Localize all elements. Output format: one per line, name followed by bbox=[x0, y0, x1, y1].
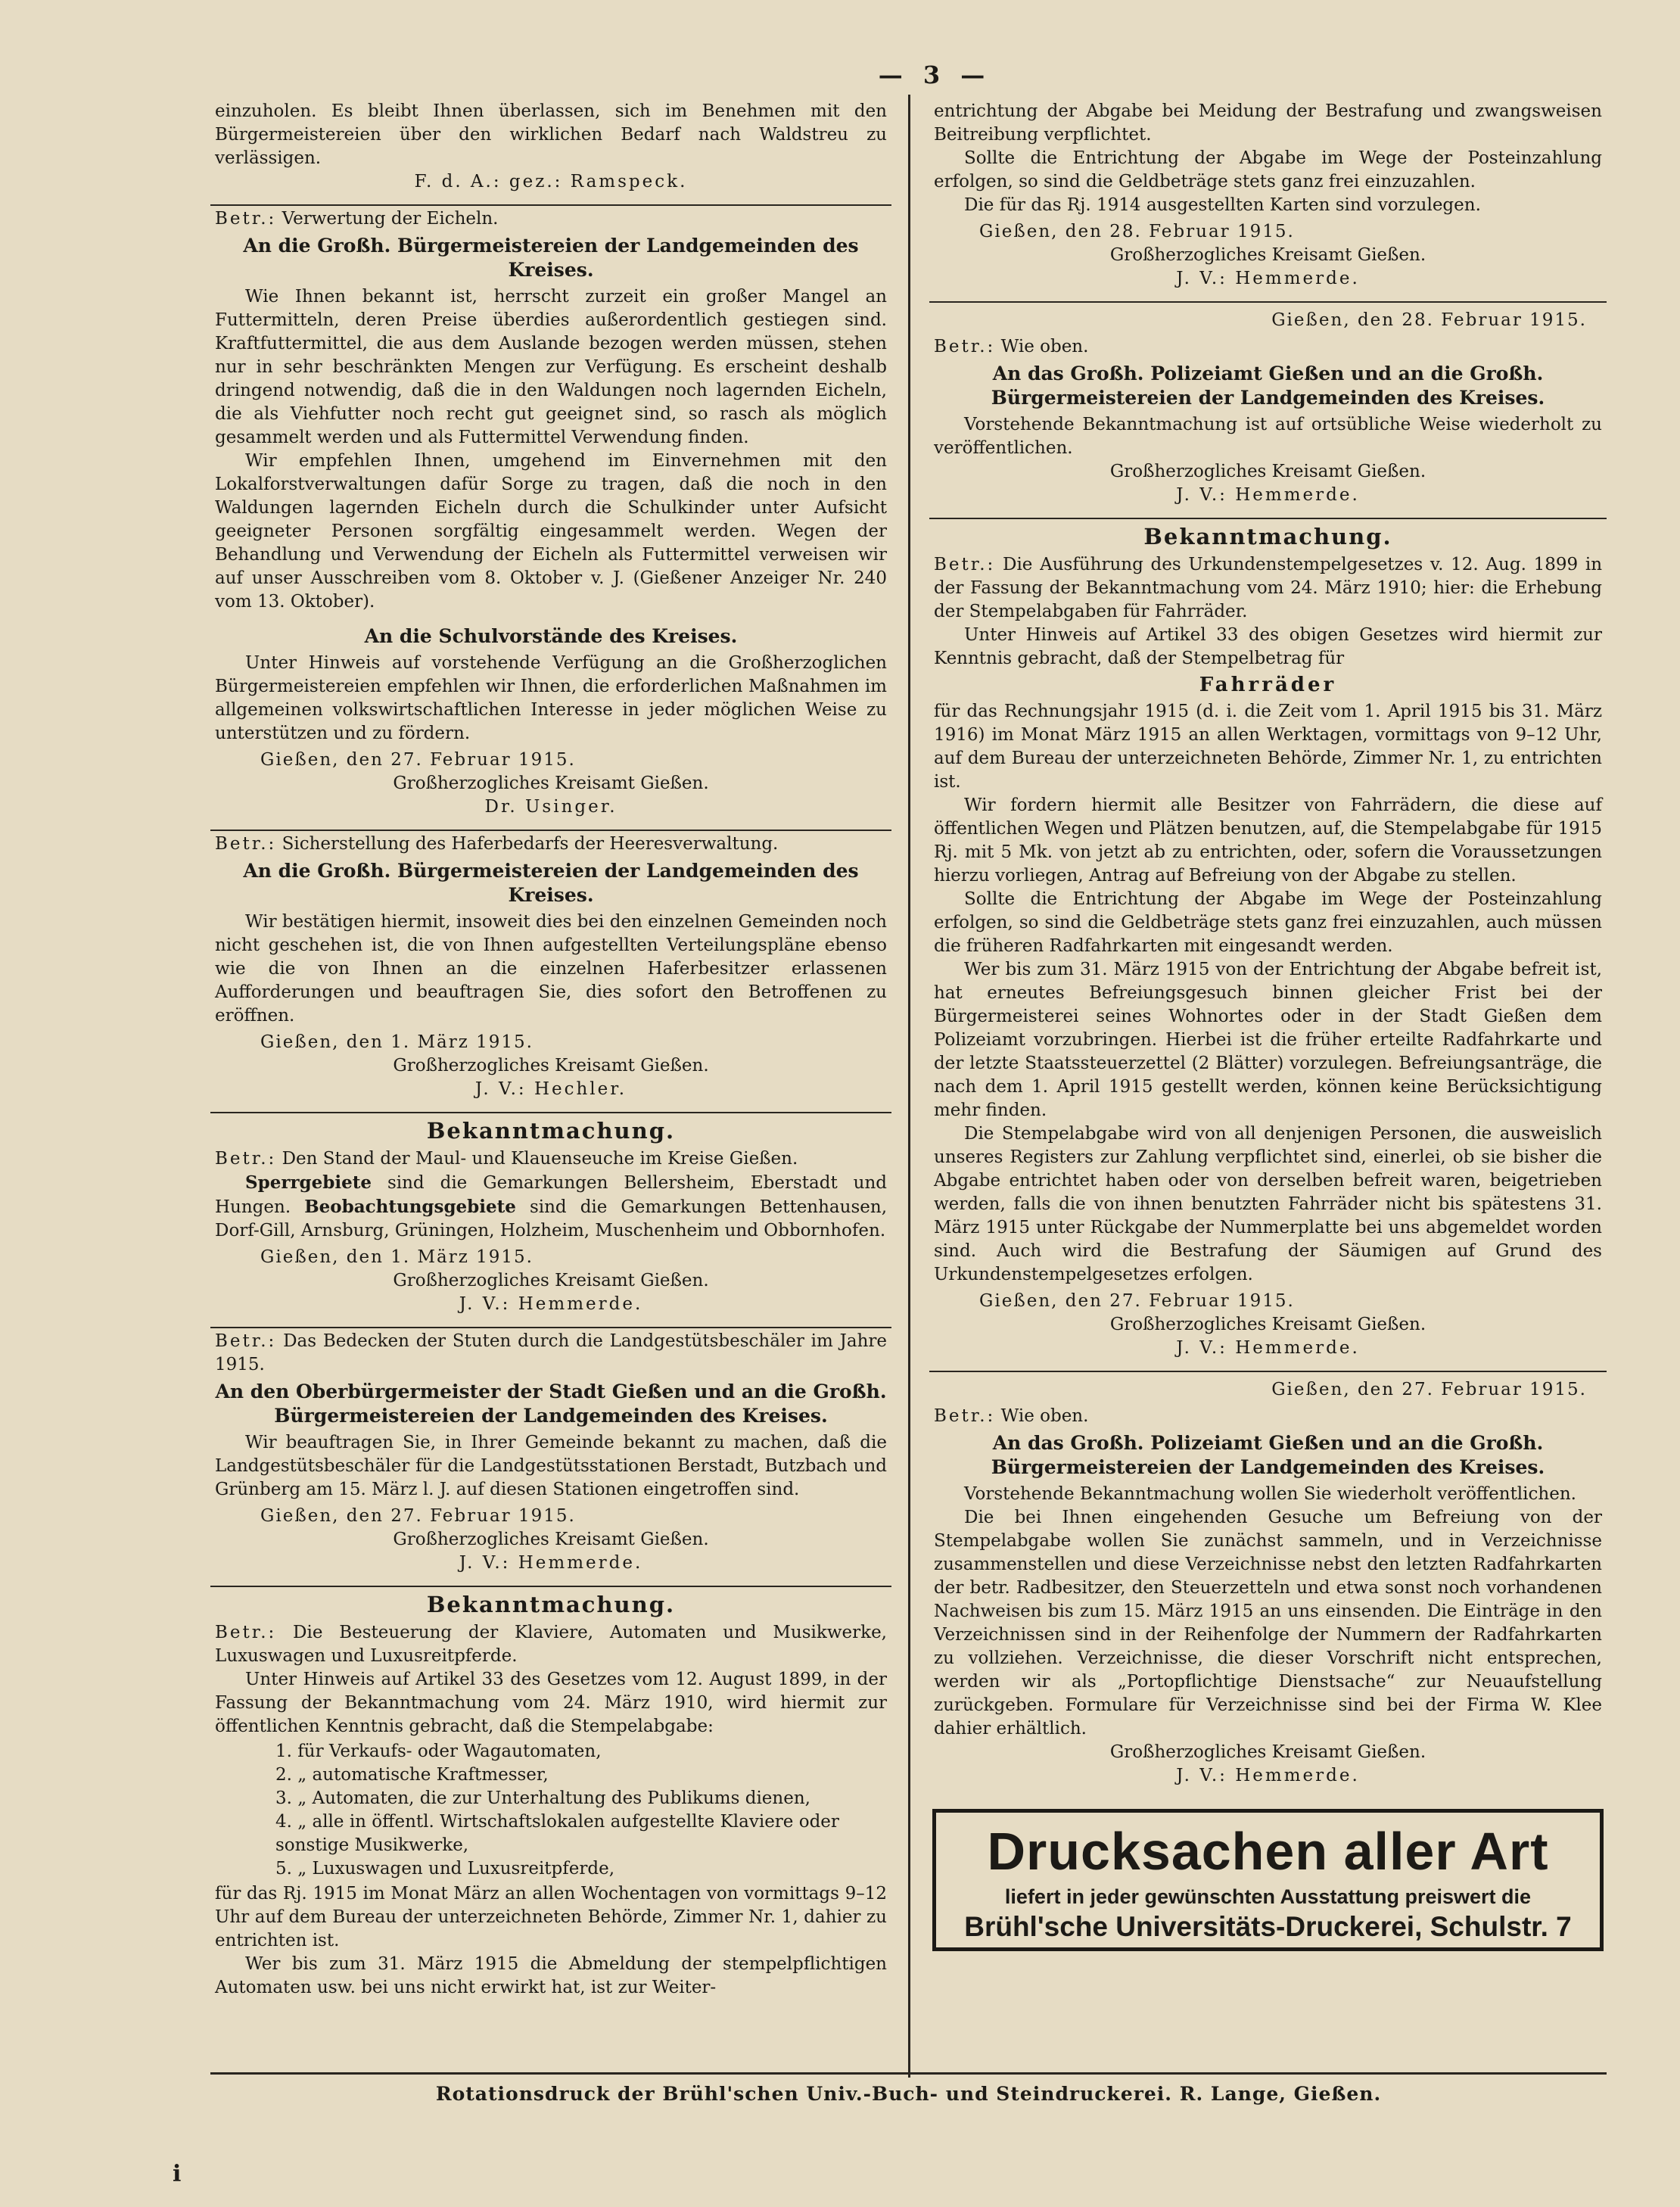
dateline: Gießen, den 1. März 1915. bbox=[260, 1247, 534, 1267]
list-item: 2. „ automatische Kraftmesser, bbox=[275, 1765, 549, 1785]
paragraph: Wir fordern hiermit alle Besitzer von Fahrrädern, die diese auf öffentlichen Wegen und Plätzen benutzen, auf, die Stempelabgabe für 1915 Rj. mit 5 Mk. von jetzt ab zu entrichten, oder, sofern die Voraussetzungen hierzu vorliegen, Antrag auf Befreiung von der Abgabe zu stellen. bbox=[934, 795, 1602, 886]
footer-rule bbox=[210, 2072, 1607, 2075]
betr-label: Betr.: bbox=[215, 209, 277, 229]
paragraph: Wer bis zum 31. März 1915 die Abmeldung der stempelpflichtigen Automaten usw. bei uns nicht erwirkt hat, ist zur Weiter- bbox=[215, 1954, 887, 1997]
signer: J. V.: Hemmerde. bbox=[1176, 1766, 1360, 1785]
betr-subject: Die Besteuerung der Klaviere, Automaten und Musikwerke, Luxuswagen und Luxusreitpferde. bbox=[215, 1623, 887, 1666]
addressee: An die Schulvorstände des Kreises. bbox=[364, 625, 738, 647]
authority: Großherzogliches Kreisamt Gießen. bbox=[393, 1271, 709, 1290]
betr-subject: Das Bedecken der Stuten durch die Landgestütsbeschäler im Jahre 1915. bbox=[215, 1331, 887, 1374]
authority: Großherzogliches Kreisamt Gießen. bbox=[393, 774, 709, 793]
betr-label: Betr.: bbox=[215, 834, 277, 854]
notice-klaviere-continued bbox=[929, 98, 1607, 301]
betr-subject: Die Ausführung des Urkundenstempelgesetzes v. 12. Aug. 1899 in der Fassung der Bekanntmachung vom 24. März 1910; hier: die Erhebung der Stempelabgaben für Fahrräder. bbox=[934, 555, 1603, 621]
paragraph: Wir bestätigen hiermit, insoweit dies bei den einzelnen Gemeinden noch nicht geschehen ist, die von Ihnen aufgestellten Verteilungspläne ebenso wie die von Ihnen an die einzelnen Haferbesitzer erlassenen Aufforderungen und beauftragen Sie, dies sofort den Betroffenen zu eröffnen. bbox=[215, 912, 887, 1026]
signer: J. V.: Hemmerde. bbox=[1176, 269, 1360, 288]
dateline: Gießen, den 27. Februar 1915. bbox=[260, 1506, 576, 1526]
ad-subtitle: liefert in jeder gewünschten Ausstattung preiswert die bbox=[1004, 1885, 1532, 1908]
addressee: An den Oberbürgermeister der Stadt Gießen und an die Großh. Bürgermeistereien der Landgemeinden des Kreises. bbox=[215, 1381, 887, 1427]
paragraph: Unter Hinweis auf Artikel 33 des Gesetzes vom 12. August 1899, in der Fassung der Bekanntmachung vom 24. März 1910, wird hiermit zur öffentlichen Kenntnis gebracht, daß die Stempelabgabe: bbox=[215, 1670, 887, 1736]
signer: F. d. A.: gez.: Ramspeck. bbox=[414, 172, 688, 191]
sperrgebiete-label: Sperrgebiete bbox=[245, 1172, 372, 1193]
betr-subject: Den Stand der Maul- und Klauenseuche im Kreise Gießen. bbox=[282, 1149, 798, 1169]
authority: Großherzogliches Kreisamt Gießen. bbox=[393, 1056, 709, 1075]
paragraph: Wir empfehlen Ihnen, umgehend im Einvernehmen mit den Lokalforstverwaltungen dafür Sorge zu tragen, daß die noch in den Waldungen lagernden Eicheln durch die Schulkinder unter Aufsicht geeigneter Personen sorgfältig eingesammelt werden. Wegen der Behandlung und Verwendung der Eicheln als Futtermittel verweisen wir auf unser Ausschreiben vom 8. Oktober v. J. (Gießener Anzeiger Nr. 240 vom 13. Oktober). bbox=[215, 451, 887, 612]
notice-heading: Bekanntmachung. bbox=[1143, 524, 1392, 549]
signer: J. V.: Hemmerde. bbox=[459, 1553, 643, 1573]
dateline: Gießen, den 27. Februar 1915. bbox=[260, 750, 576, 770]
notice-maulseuche bbox=[210, 1112, 891, 1327]
betr-label: Betr.: bbox=[215, 1149, 277, 1169]
advertisement bbox=[932, 1809, 1604, 1951]
paragraph: Sollte die Entrichtung der Abgabe im Wege der Posteinzahlung erfolgen, so sind die Geldbeträge stets ganz frei einzuzahlen. bbox=[934, 148, 1602, 191]
paragraph: Vorstehende Bekanntmachung ist auf ortsübliche Weise wiederholt zu veröffentlichen. bbox=[934, 415, 1602, 458]
beobachtungsgebiete-label: Beobachtungsgebiete bbox=[304, 1197, 516, 1217]
paragraph: Die bei Ihnen eingehenden Gesuche um Befreiung von der Stempelabgabe wollen Sie zunächst sammeln, und in Verzeichnisse zusammenstellen und diese Verzeichnisse nebst den letzten Radfahrkarten der betr. Radbesitzer, den Steuerzetteln und etwa sonst noch vorhandenen Nachweisen bis zum 15. März 1915 an uns einsenden. Die Einträge in den Verzeichnissen sind in der Reihenfolge der Nummern der Radfahrkarten zu vollziehen. Verzeichnisse, die dieser Vorschrift nicht entsprechen, werden wir als „Portopflichtige Dienstsache“ zur Neuaufstellung zurückgeben. Formulare für Verzeichnisse sind bei der Firma W. Klee dahier erhältlich. bbox=[934, 1508, 1602, 1739]
betr-label: Betr.: bbox=[215, 1331, 277, 1351]
authority: Großherzogliches Kreisamt Gießen. bbox=[1109, 462, 1426, 481]
paragraph: Unter Hinweis auf vorstehende Verfügung an die Großherzoglichen Bürgermeistereien empfehlen wir Ihnen, die erforderlichen Maßnahmen im allgemeinen volkswirtschaftlichen Interesse in jeder möglichen Weise zu unterstützen und zu fördern. bbox=[215, 653, 887, 743]
notice-klaviere bbox=[210, 1586, 891, 2007]
signer: J. V.: Hemmerde. bbox=[459, 1294, 643, 1314]
dateline: Gießen, den 27. Februar 1915. bbox=[1271, 1380, 1587, 1399]
betr-label: Betr.: bbox=[934, 555, 996, 574]
addressee: An das Großh. Polizeiamt Gießen und an die Großh. Bürgermeistereien der Landgemeinden des Kreises. bbox=[991, 363, 1545, 409]
stray-mark: i bbox=[173, 2161, 182, 2187]
authority: Großherzogliches Kreisamt Gießen. bbox=[1109, 245, 1426, 265]
betr-subject: Wie oben. bbox=[1000, 1406, 1089, 1426]
betr-label: Betr.: bbox=[934, 337, 996, 356]
right-column bbox=[929, 98, 1607, 2066]
ad-firm: Brühl'sche Universitäts-Druckerei, Schulstr. 7 bbox=[964, 1911, 1572, 1942]
addressee: An das Großh. Polizeiamt Gießen und an die Großh. Bürgermeistereien der Landgemeinden des Kreises. bbox=[991, 1432, 1545, 1478]
notice-fahrraeder bbox=[929, 518, 1607, 1371]
item-list bbox=[275, 1740, 887, 1881]
dateline: Gießen, den 27. Februar 1915. bbox=[979, 1291, 1295, 1311]
notice-eicheln bbox=[210, 204, 891, 830]
notice-wie-oben-2 bbox=[929, 1371, 1607, 1798]
paragraph: Wie Ihnen bekannt ist, herrscht zurzeit ein großer Mangel an Futtermitteln, deren Preise überdies außerordentlich gestiegen sind. Kraftfuttermittel, die aus dem Auslande bezogen werden müssen, stehen nur in sehr beschränkten Mengen zur Verfügung. Es erscheint deshalb dringend notwendig, daß die in den Waldungen noch lagernden Eicheln, die als Viehfutter noch recht gut geeignet sind, so rasch als möglich gesammelt werden und als Futtermittel Verwendung finden. bbox=[215, 287, 887, 447]
betr-label: Betr.: bbox=[215, 1623, 277, 1642]
authority: Großherzogliches Kreisamt Gießen. bbox=[1109, 1742, 1426, 1762]
notice-waldstreu-end bbox=[210, 98, 891, 204]
page-number: — 3 — bbox=[878, 61, 991, 89]
signer: J. V.: Hemmerde. bbox=[1176, 485, 1360, 505]
list-item: 3. „ Automaten, die zur Unterhaltung des Publikums dienen, bbox=[275, 1788, 810, 1808]
list-item: 1. für Verkaufs- oder Wagautomaten, bbox=[275, 1742, 602, 1761]
dateline: Gießen, den 28. Februar 1915. bbox=[979, 222, 1295, 241]
signer: Dr. Usinger. bbox=[484, 797, 618, 817]
paragraph: Die für das Rj. 1914 ausgestellten Karten sind vorzulegen. bbox=[964, 195, 1481, 215]
betr-subject: Sicherstellung des Haferbedarfs der Heeresverwaltung. bbox=[282, 834, 779, 854]
notice-wie-oben-1 bbox=[929, 301, 1607, 518]
paragraph: einzuholen. Es bleibt Ihnen überlassen, sich im Benehmen mit den Bürgermeistereien über den wirklichen Bedarf nach Waldstreu zu verlässigen. bbox=[215, 101, 887, 168]
list-item: 4. „ alle in öffentl. Wirtschaftslokalen aufgestellte Klaviere oder sonstige Musikwerke, bbox=[275, 1812, 839, 1855]
subheading: Fahrräder bbox=[1199, 674, 1337, 696]
paragraph: Vorstehende Bekanntmachung wollen Sie wiederholt veröffentlichen. bbox=[964, 1484, 1576, 1504]
notice-heading: Bekanntmachung. bbox=[426, 1592, 676, 1617]
left-column bbox=[210, 98, 891, 2066]
signer: J. V.: Hemmerde. bbox=[1176, 1338, 1360, 1358]
printer-imprint: Rotationsdruck der Brühl'schen Univ.-Buch- und Steindruckerei. R. Lange, Gießen. bbox=[435, 2083, 1382, 2105]
authority: Großherzogliches Kreisamt Gießen. bbox=[393, 1530, 709, 1549]
paragraph: für das Rechnungsjahr 1915 (d. i. die Zeit vom 1. April 1915 bis 31. März 1916) im Monat März 1915 an allen Werktagen, vormittags von 9–12 Uhr, auf dem Bureau der unterzeichneten Behörde, Zimmer Nr. 1, zu entrichten ist. bbox=[934, 702, 1602, 792]
sperrgebiete-text: sind die Gemarkungen Bellersheim, Eberstadt und Hungen. bbox=[215, 1173, 887, 1217]
ad-title: Drucksachen aller Art bbox=[987, 1822, 1549, 1881]
paragraph: Unter Hinweis auf Artikel 33 des obigen Gesetzes wird hiermit zur Kenntnis gebracht, daß der Stempelbetrag für bbox=[934, 625, 1602, 668]
notice-heading: Bekanntmachung. bbox=[426, 1118, 676, 1144]
notice-stuten bbox=[210, 1327, 891, 1586]
betr-label: Betr.: bbox=[934, 1406, 996, 1426]
paragraph: Die Stempelabgabe wird von all denjenigen Personen, die ausweislich unseres Registers zur Zahlung verpflichtet sind, einerlei, ob sie bisher die Abgabe entrichtet haben oder von derselben befreit waren, beigetrieben werden, falls die von ihnen benutzten Fahrräder nicht bis spätestens 31. März 1915 unter Rückgabe der Nummerplatte bei uns abgemeldet worden sind. Auch wird die Bestrafung der Säumigen auf Grund des Urkundenstempelgesetzes erfolgen. bbox=[934, 1124, 1602, 1284]
dateline: Gießen, den 1. März 1915. bbox=[260, 1032, 534, 1052]
betr-subject: Wie oben. bbox=[1000, 337, 1089, 356]
authority: Großherzogliches Kreisamt Gießen. bbox=[1109, 1315, 1426, 1334]
column-divider bbox=[908, 95, 910, 2078]
list-item: 5. „ Luxuswagen und Luxusreitpferde, bbox=[275, 1859, 615, 1879]
addressee: An die Großh. Bürgermeistereien der Landgemeinden des Kreises. bbox=[243, 860, 859, 906]
notice-haferbedarf bbox=[210, 830, 891, 1112]
betr-subject: Verwertung der Eicheln. bbox=[282, 209, 499, 229]
signer: J. V.: Hechler. bbox=[474, 1079, 627, 1099]
dateline: Gießen, den 28. Februar 1915. bbox=[1271, 310, 1587, 330]
addressee: An die Großh. Bürgermeistereien der Landgemeinden des Kreises. bbox=[243, 235, 859, 281]
paragraph: Wir beauftragen Sie, in Ihrer Gemeinde bekannt zu machen, daß die Landgestütsbeschäler für die Landgestütsstationen Berstadt, Butzbach und Grünberg am 15. März l. J. auf diesen Stationen eingetroffen sind. bbox=[215, 1433, 887, 1499]
paragraph: für das Rj. 1915 im Monat März an allen Wochentagen von vormittags 9–12 Uhr auf dem Bureau der unterzeichneten Behörde, Zimmer Nr. 1, dahier zu entrichten ist. bbox=[215, 1884, 887, 1950]
paragraph: Sollte die Entrichtung der Abgabe im Wege der Posteinzahlung erfolgen, so sind die Geldbeträge stets ganz frei einzuzahlen, auch müssen die früheren Radfahrkarten mit eingesandt werden. bbox=[934, 889, 1602, 956]
beobachtungsgebiete-text: sind die Gemarkungen Bettenhausen, Dorf-Gill, Arnsburg, Grüningen, Holzheim, Muschenheim und Obbornhofen. bbox=[215, 1197, 887, 1240]
paragraph: Wer bis zum 31. März 1915 von der Entrichtung der Abgabe befreit ist, hat erneutes Befreiungsgesuch binnen gleicher Frist bei der Bürgermeisterei seines Wohnortes oder in der Stadt Gießen dem Polizeiamt vorzubringen. Hierbei ist die früher erteilte Radfahrkarte und der letzte Staatssteuerzettel (2 Blätter) vorzulegen. Befreiungsanträge, die nach dem 1. April 1915 gestellt werden, können keine Berücksichtigung mehr finden. bbox=[934, 960, 1602, 1120]
paragraph: entrichtung der Abgabe bei Meidung der Bestrafung und zwangsweisen Beitreibung verpflichtet. bbox=[934, 101, 1602, 145]
